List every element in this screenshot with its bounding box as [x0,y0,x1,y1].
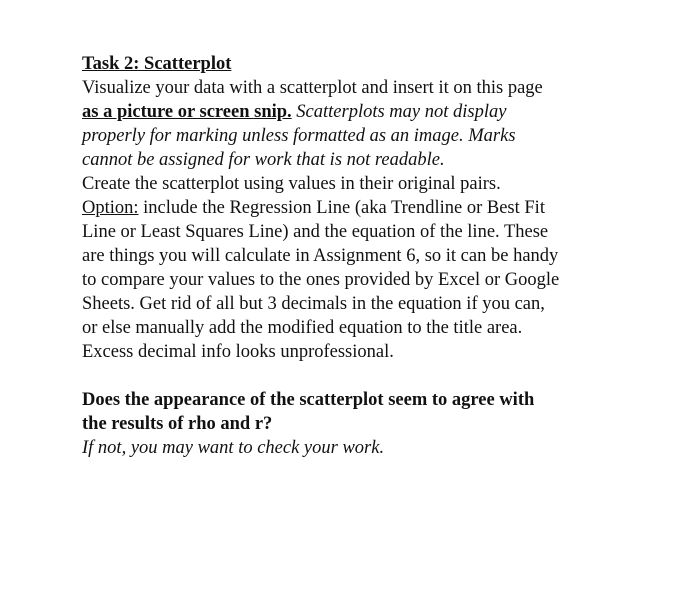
paragraph-spacer [82,364,642,388]
intro-line-4: cannot be assigned for work that is not readable. [82,150,445,170]
body-line-6: Sheets. Get rid of all but 3 decimals in the equation if you can, [82,294,545,314]
intro-line-2 [82,100,642,124]
body-line-5: to compare your values to the ones provided by Excel or Google [82,270,560,290]
option-text: include the Regression Line (aka Trendline or Best Fit [138,198,545,218]
task-heading: Task 2: Scatterplot [82,54,232,74]
body-line-4: are things you will calculate in Assignment 6, so it can be handy [82,246,559,266]
scatterplot-display-note: Scatterplots may not display [291,102,507,122]
body-line-8: Excess decimal info looks unprofessional. [82,342,394,362]
intro-line-3: properly for marking unless formatted as an image. Marks [82,126,516,146]
body-line-1: Create the scatterplot using values in their original pairs. [82,174,501,194]
body-line-2 [82,196,642,220]
document-body [82,52,642,460]
check-work-note: If not, you may want to check your work. [82,438,385,458]
option-label: Option: [82,198,139,218]
question-line-2: the results of rho and r? [82,414,273,434]
intro-line-1: Visualize your data with a scatterplot and insert it on this page [82,78,543,98]
body-line-7: or else manually add the modified equation to the title area. [82,318,523,338]
question-line-1: Does the appearance of the scatterplot seem to agree with [82,390,535,410]
body-line-3: Line or Least Squares Line) and the equation of the line. These [82,222,549,242]
picture-snip-emphasis: as a picture or screen snip. [82,102,292,122]
